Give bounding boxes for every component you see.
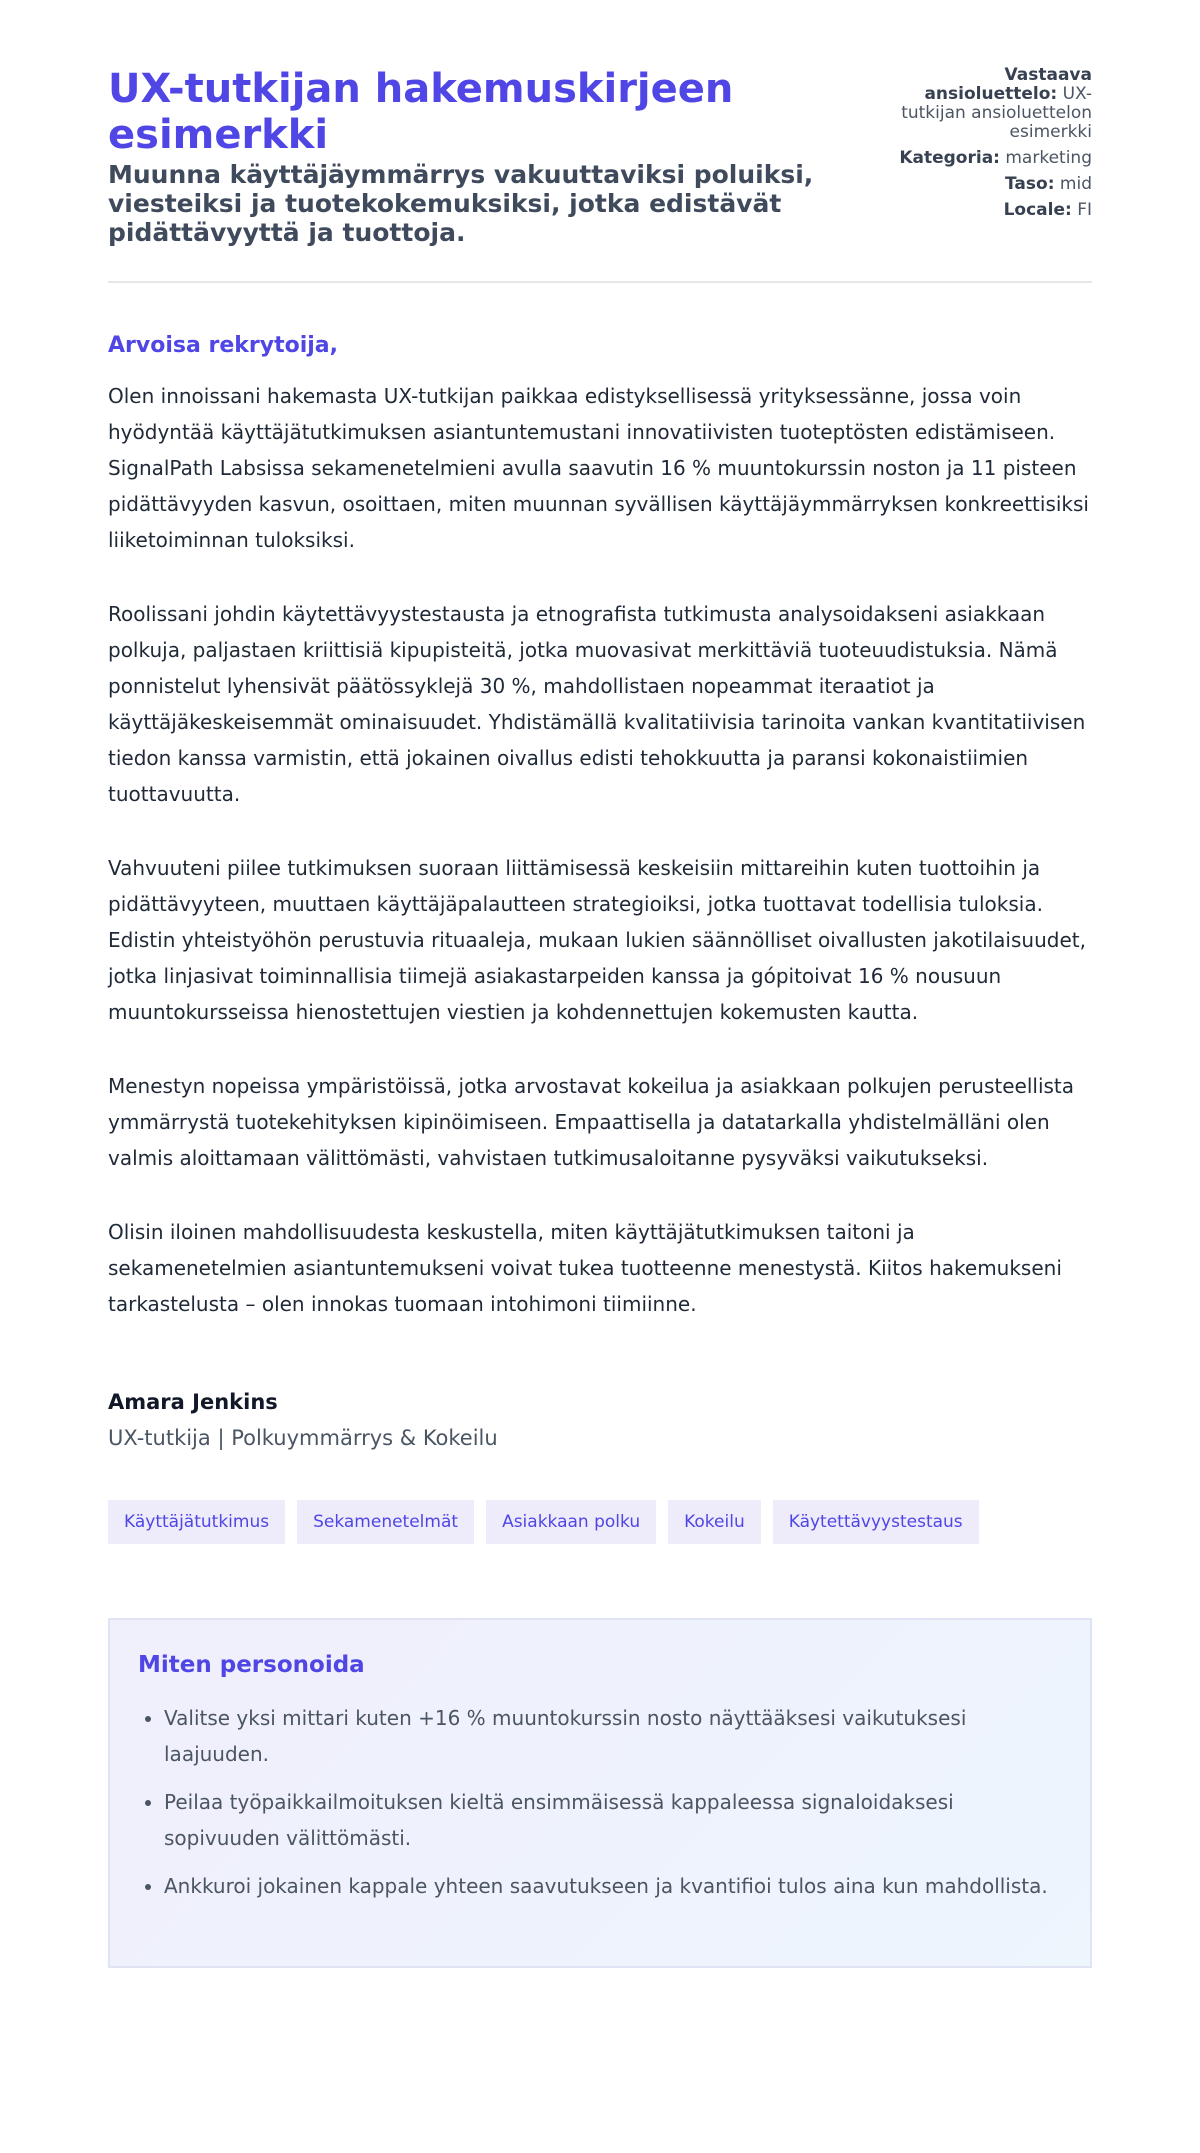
greeting: Arvoisa rekrytoija, (108, 333, 338, 358)
signature-name: Amara Jenkins (108, 1390, 278, 1414)
tag: Asiakkaan polku (486, 1500, 656, 1544)
tip-item: • Ankkuroi jokainen kappale yhteen saavutukseen ja kvantifioi tulos aina kun mahdollista. (164, 1868, 1062, 1904)
meta-category: Kategoria: marketing (899, 148, 1092, 168)
meta-locale: Locale: FI (1003, 200, 1092, 220)
tag: Käyttäjätutkimus (108, 1500, 285, 1544)
paragraph: Vahvuuteni piilee tutkimuksen suoraan liittämisessä keskeisiin mittareihin kuten tuottoihin ja pidättävyyteen, muuttaen käyttäjäpalautteen strategioiksi, jotka tuottavat todellisia tuloksia. Edistin yhteistyöhön perustuvia rituaaleja, mukaan lukien säännölliset oivallusten jakotilaisuudet, jotka linjasivat toiminnallisia tiimejä asiakastarpeiden kanssa ja gópitoivat 16 % nousuun muuntokursseissa hienostettujen viestien ja kohdennettujen kokemusten kautta. (108, 856, 1086, 1024)
tip-item: • Peilaa työpaikkailmoituksen kieltä ensimmäisessä kappaleessa signaloidaksesi sopivuuden välittömästi. (164, 1784, 1062, 1856)
paragraph: Menestyn nopeissa ympäristöissä, jotka arvostavat kokeilua ja asiakkaan polkujen perusteellista ymmärrystä tuotekehityksen kipinöimiseen. Empaattisella ja datatarkalla yhdistelmälläni olen valmis aloittamaan välittömästi, vahvistaen tutkimusaloitanne pysyväksi vaikutukseksi. (108, 1074, 1075, 1170)
paragraph: Roolissani johdin käytettävyystestausta ja etnografista tutkimusta analysoidakseni asiakkaan polkuja, paljastaen kriittisiä kipupisteitä, jotka muovasivat merkittäviä tuoteuudistuksia. Nämä ponnistelut lyhensivät päätössyklejä 30 %, mahdollistaen nopeammat iteraatiot ja käyttäjäkeskeisemmät ominaisuudet. Yhdistämällä kvalitatiivisia tarinoita vankan kvantitatiivisen tiedon kanssa varmistin, että jokainen oivallus edisti tehokkuutta ja paransi kokonaistiimien tuottavuutta. (108, 602, 1086, 806)
page-subtitle: Muunna käyttäjäymmärrys vakuuttaviksi poluiksi, viesteiksi ja tuotekokemuksiksi, jotka edistävät pidättävyyttä ja tuottoja. (108, 160, 814, 247)
tag: Kokeilu (668, 1500, 761, 1544)
meta-info (892, 66, 1092, 227)
paragraph: Olen innoissani hakemasta UX-tutkijan paikkaa edistyksellisessä yrityksessänne, jossa voin hyödyntää käyttäjätutkimuksen asiantuntemustani innovatiivisten tuoteptösten edistämiseen. SignalPath Labsissa sekamenetelmieni avulla saavutin 16 % muuntokurssin noston ja 11 pisteen pidättävyyden kasvun, osoittaen, miten muunnan syvällisen käyttäjäymmärryksen konkreettisiksi liiketoiminnan tuloksiksi. (108, 384, 1089, 552)
signature-title: UX-tutkija | Polkuymmärrys & Kokeilu (108, 1426, 498, 1450)
tag-list (108, 1500, 1092, 1544)
tag: Käytettävyystestaus (773, 1500, 979, 1544)
tag: Sekamenetelmät (297, 1500, 474, 1544)
meta-level: Taso: mid (1005, 174, 1092, 194)
tips-list (138, 1700, 1062, 1904)
tips-title: Miten personoida (138, 1652, 365, 1678)
meta-related-resume: Vastaava ansioluettelo: UX-tutkijan ansioluettelon esimerkki (901, 65, 1092, 142)
tip-item: • Valitse yksi mittari kuten +16 % muuntokurssin nosto näyttääksesi vaikutuksesi laajuuden. (164, 1700, 1062, 1772)
header (108, 66, 1092, 283)
signature (108, 1390, 1092, 1450)
personalization-tips (108, 1618, 1092, 1968)
letter-body (108, 378, 1092, 1322)
page-title: UX-tutkijan hakemuskirjeen esimerkki (108, 66, 734, 158)
paragraph: Olisin iloinen mahdollisuudesta keskustella, miten käyttäjätutkimuksen taitoni ja sekamenetelmien asiantuntemukseni voivat tukea tuotteenne menestystä. Kiitos hakemukseni tarkastelusta – olen innokas tuomaan intohimoni tiimiinne. (108, 1220, 1062, 1316)
